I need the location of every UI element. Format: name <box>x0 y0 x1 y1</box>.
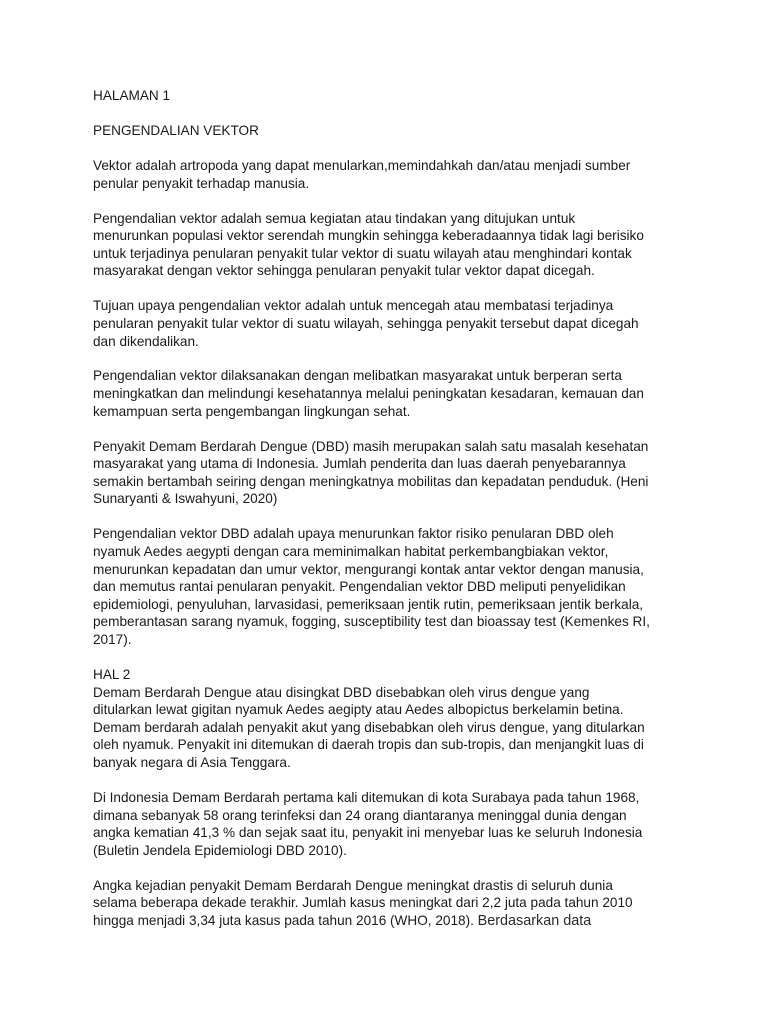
paragraph-angka-kejadian-text: Angka kejadian penyakit Demam Berdarah Dengue meningkat drastis di seluruh dunia selama beberapa dekade terakhir. Jumlah kasus meningkat dari 2,2 juta pada tahun 2010 hingga menjadi 3,34 juta kasus pada tahun 2016 (WHO, 2018). <box>93 877 633 928</box>
paragraph-tujuan: Tujuan upaya pengendalian vektor adalah untuk mencegah atau membatasi terjadinya penularan penyakit tular vektor di suatu wilayah, sehingga penyakit tersebut dapat dicegah dan dikendalikan. <box>93 298 639 349</box>
document-title: PENGENDALIAN VEKTOR <box>93 122 259 138</box>
paragraph-pengendalian-vektor: Pengendalian vektor adalah semua kegiatan atau tindakan yang ditujukan untuk menurunkan populasi vektor serendah mungkin sehingga keberadaannya tidak lagi berisiko untuk terjadinya penularan penyakit tular vektor di suatu wilayah atau menghindari kontak masyarakat dengan vektor sehingga penularan penyakit tular vektor dapat dicegah. <box>93 210 644 279</box>
paragraph-definisi-dbd: Demam Berdarah Dengue atau disingkat DBD disebabkan oleh virus dengue yang ditularkan lewat gigitan nyamuk Aedes aegipty atau Aedes albopictus berkelamin betina. Demam berdarah adalah penyakit akut yang disebabkan oleh virus dengue, yang ditularkan oleh nyamuk. Penyakit ini ditemukan di daerah tropis dan sub-tropis, dan menjangkit luas di banyak negara di Asia Tenggara. <box>93 684 645 770</box>
paragraph-angka-kejadian-tail: Berdasarkan data <box>477 912 592 929</box>
document-body <box>93 87 678 948</box>
paragraph-sejarah-dbd: Di Indonesia Demam Berdarah pertama kali ditemukan di kota Surabaya pada tahun 1968, dimana sebanyak 58 orang terinfeksi dan 24 orang diantaranya meninggal dunia dengan angka kematian 41,3 % dan sejak saat itu, penyakit ini menyebar luas ke seluruh Indonesia (Buletin Jendela Epidemiologi DBD 2010). <box>93 789 643 858</box>
page-label-hal-2: HAL 2 <box>93 666 131 682</box>
paragraph-definisi-vektor: Vektor adalah artropoda yang dapat menularkan,memindahkah dan/atau menjadi sumber penular penyakit terhadap manusia. <box>93 157 631 191</box>
paragraph-pengendalian-dbd: Pengendalian vektor DBD adalah upaya menurunkan faktor risiko penularan DBD oleh nyamuk Aedes aegypti dengan cara meminimalkan habitat perkembangbiakan vektor, menurunkan kepadatan dan umur vektor, mengurangi kontak antar vektor dengan manusia, dan memutus rantai penularan penyakit. Pengendalian vektor DBD meliputi penyelidikan epidemiologi, penyuluhan, larvasidasi, pemeriksaan jentik rutin, pemeriksaan jentik berkala, pemberantasan sarang nyamuk, fogging, susceptibility test dan bioassay test (Kemenkes RI, 2017). <box>93 526 650 647</box>
paragraph-peran-masyarakat: Pengendalian vektor dilaksanakan dengan melibatkan masyarakat untuk berperan serta meningkatkan dan melindungi kesehatannya melalui peningkatan kesadaran, kemauan dan kemampuan serta pengembangan lingkungan sehat. <box>93 368 644 419</box>
page-label-halaman-1: HALAMAN 1 <box>93 88 171 103</box>
paragraph-angka-kejadian <box>93 877 678 931</box>
paragraph-dbd-indonesia: Penyakit Demam Berdarah Dengue (DBD) masih merupakan salah satu masalah kesehatan masyarakat yang utama di Indonesia. Jumlah penderita dan luas daerah penyebarannya semakin bertambah seiring dengan meningkatnya mobilitas dan kepadatan penduduk. (Heni Sunaryanti & Iswahyuni, 2020) <box>93 438 649 507</box>
